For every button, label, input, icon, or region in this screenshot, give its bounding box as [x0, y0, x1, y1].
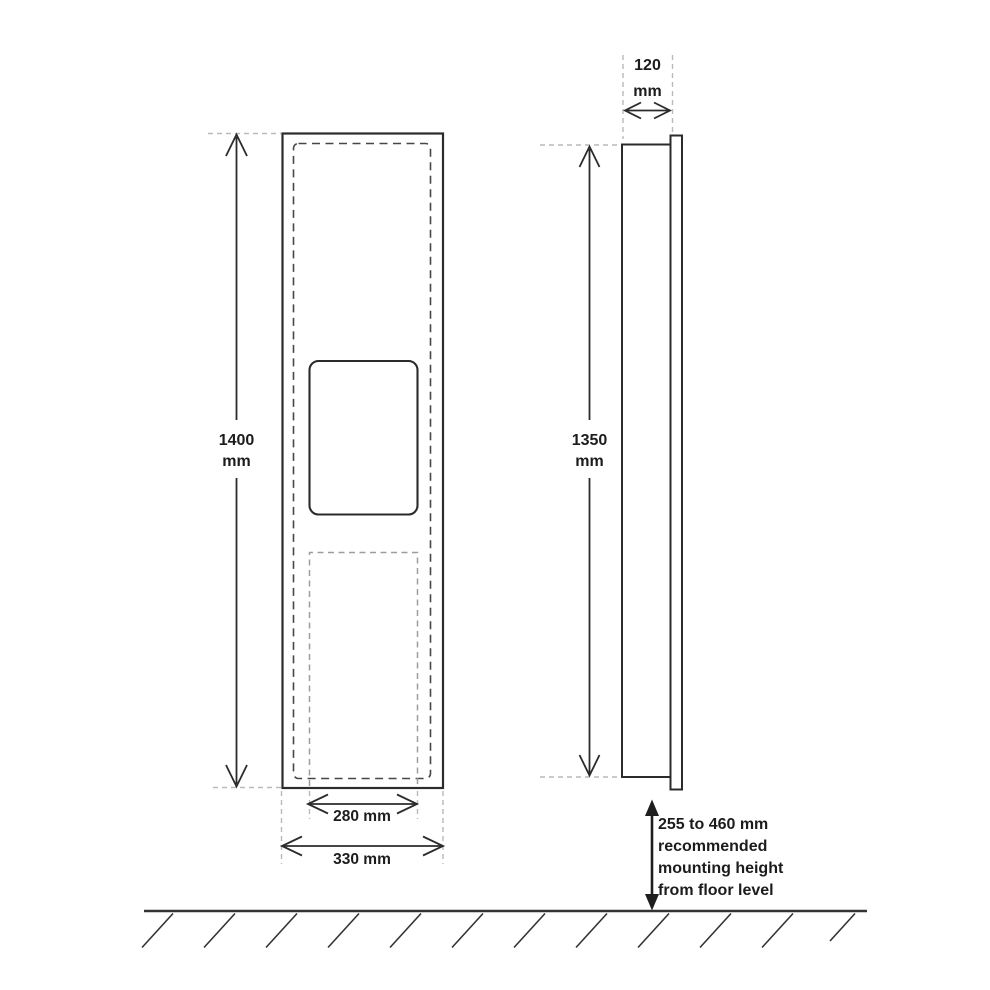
floor-hatching [142, 914, 855, 948]
mounting-height-arrow [645, 800, 659, 911]
mounting-height-note [658, 814, 783, 902]
front-dispenser-opening [310, 361, 418, 515]
outer-width-dimension-label [333, 849, 391, 870]
front-height-dimension-label [219, 430, 255, 472]
depth-value: 120 [634, 57, 661, 74]
front-view [283, 134, 444, 789]
mounting-note-line-3: mounting height [658, 860, 784, 877]
side-height-dimension-label [572, 430, 608, 472]
front-height-unit: mm [222, 453, 251, 470]
up-arrowhead-icon [645, 800, 659, 817]
floor [142, 911, 867, 948]
side-height-unit: mm [575, 453, 604, 470]
side-height-value: 1350 [571, 432, 608, 449]
inner-width-value: 280 mm [333, 808, 391, 825]
outer-width-value: 330 mm [333, 851, 391, 868]
inner-width-dimension-label [333, 806, 391, 827]
depth-dimension-label [633, 53, 661, 105]
mounting-note-line-2: recommended [658, 838, 768, 855]
mounting-note-line-1: 255 to 460 mm [658, 816, 769, 833]
side-view [622, 136, 682, 790]
down-arrowhead-icon [645, 894, 659, 911]
depth-unit: mm [633, 83, 662, 100]
side-body-outline [622, 145, 671, 778]
mounting-note-line-4: from floor level [658, 882, 774, 899]
side-flange-outline [671, 136, 683, 790]
front-height-value: 1400 [218, 432, 255, 449]
